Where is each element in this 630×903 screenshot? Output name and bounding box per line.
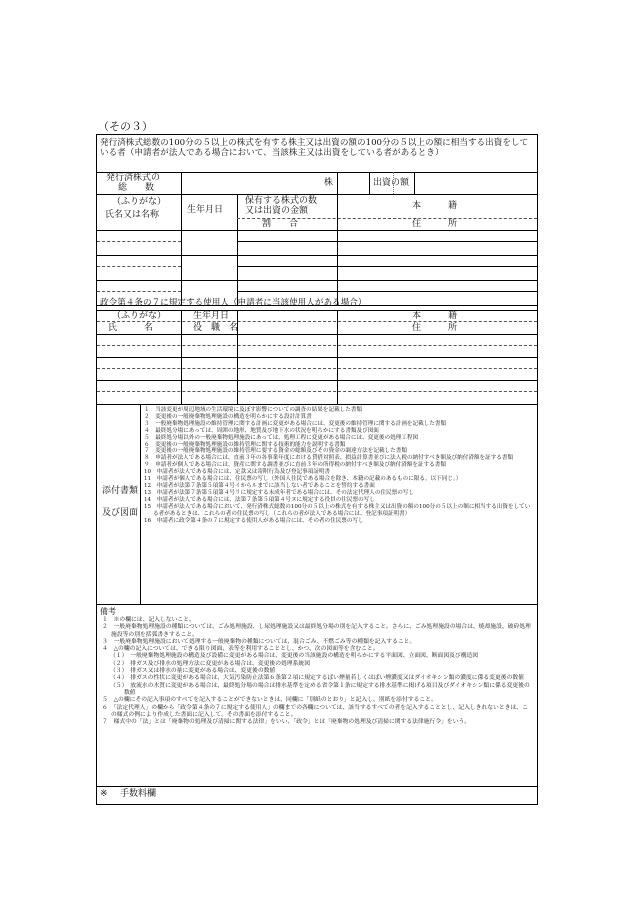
attachment-item: ４ 最終処分場にあっては、周囲の地形、地質及び地下水の状況を明らかにする書類及び図面	[144, 427, 379, 434]
ratio-label: 割 合	[262, 219, 299, 229]
employee-position-label: 役 職 名	[193, 323, 239, 333]
remark-item: ４ △の欄の記入については、できる限り図面、表等を利用することとし、かつ、次の図面等を含むこと。	[102, 646, 379, 653]
attachment-item: ７ 変更後の一般廃棄物処理施設の維持管理に要する資金の総額及びその資金の調達方法を記載した書類	[144, 448, 407, 455]
address-label: 住 所	[412, 219, 458, 229]
remark-item: ７ 様式中の「法」とは「廃棄物の処理及び清掃に関する法律」をいい、「政令」とは「廃棄物の処理及び清掃に関する法律施行令」をいう。	[102, 719, 471, 726]
attachment-item: ６ 変更後の一般廃棄物処理施設の維持管理に関する技術的能力を説明する書類	[144, 441, 346, 448]
capital-label: 出資の額	[373, 178, 410, 188]
attachment-item: ９ 申請者が個人である場合には、資産に関する調書並びに直前３年の所得税の納付すべき額及び納付済額を証する書類	[144, 462, 446, 469]
attachments-label-2: 及び図面	[102, 508, 139, 518]
attachment-item: ５ 最終処分場以外の一般廃棄物処理施設にあっては、処理工程に変更がある場合には、変更後の処理工程図	[144, 434, 419, 441]
holding-label-2: 又は出資の金額	[245, 206, 309, 216]
fee-mark: ※	[100, 789, 108, 799]
employee-address-label: 住 所	[412, 323, 458, 333]
employee-domicile-label: 本 籍	[412, 311, 458, 321]
attachment-item: 12 申請者が法第７条第５項第４号イからルまでに該当しない者であることを誓約する書面	[144, 482, 375, 489]
attachments-label: 添付書類	[102, 486, 139, 496]
attachment-item: 14 申請者が法人である場合には、法第７条第５項第４号ヌに規定する役員の住民票の写し	[144, 496, 375, 503]
attachment-item: 15 申請者が法人である場合において、発行済株式総数の100分の５以上の株式を有する株主又は出資の額の100分の５以上の額に相当する出資をしている者があるときは、これらの者の住民票の写し（これらの者が法人である場合には、登記事項証明書）	[144, 503, 531, 517]
furigana-label: （ふりがな）	[112, 197, 167, 207]
name-label: 氏名又は名称	[105, 210, 160, 220]
remark-item: ５ △の欄にその記入事項のすべてを記入することができないときは、同欄に「別紙のとおり」と記入し、別紙を添付すること。	[102, 697, 437, 704]
attachment-item: ３ 一般廃棄物処理施設の維持管理に関する計画に変更がある場合には、変更後の維持管理に関する計画を記載した書類	[144, 420, 447, 427]
remark-item: （４） 排ガスの性状に変更がある場合は、大気汚染防止法第６条第２項に規定するばい煙量若しくはばい煙濃度又はダイオキシン類の濃度に係る変更後の数値	[110, 675, 524, 682]
attachments-list	[144, 407, 533, 524]
remark-item: ２ 一般廃棄物処理施設の種類については、ごみ処理施設、し尿処理施設又は最終処分場の別を記入すること。さらに、ごみ処理施設の場合は、焼却施設、破砕処理施設等の別を括弧書きすること。	[102, 624, 531, 638]
remarks-title: 備考	[100, 607, 116, 616]
remark-item: ６ 「法定代理人」の欄から「政令第４条の７に規定する使用人」の欄までの各欄については、該当するすべての者を記入することとし、記入しきれないときは、この様式の例により作成した書面に記入して、その書面を添付すること。	[102, 704, 528, 718]
page-label: （その３）	[98, 120, 153, 133]
attachment-item: １ 当該変更が周辺地域の生活環境に及ぼす影響についての調査の結果を記載した書類	[144, 407, 363, 413]
employee-section-heading: 政令第４条の７に規定する使用人（申請者に当該使用人がある場合）	[100, 298, 367, 308]
remark-item: （２） 排ガス及び排水の処理方法に変更がある場合は、変更後の処理系統図	[110, 660, 310, 667]
holding-label: 保有する株式の数	[245, 196, 318, 206]
employee-birthdate-label: 生年月日	[193, 311, 230, 321]
attachment-item: ２ 変更後の一般廃棄物処理施設の構造を明らかにする設計計算書	[144, 413, 312, 420]
birthdate-label: 生年月日	[187, 205, 224, 215]
attachment-item: 13 申請者が法第７条第５項第４号リに規定する未成年者である場合には、その法定代理人の住民票の写し	[144, 489, 415, 496]
remark-item: ３ 一般廃棄物処理施設において処理する一般廃棄物の種類については、混合ごみ、不燃ごみ等の種類を記入すること。	[102, 638, 416, 645]
remark-item: １ ※の欄には、記入しないこと。	[102, 617, 195, 623]
employee-furigana-label: （ふりがな）	[112, 311, 167, 321]
attachment-item: 10 申請者が法人である場合には、定款又は寄附行為及び登記事項証明書	[144, 469, 331, 476]
attachment-item: ８ 申請者が法人である場合には、直前３年の各事業年度における貸借対照表、損益計算書並びに法人税の納付すべき額及び納付済額を証する書類	[144, 455, 514, 462]
shareholder-section-heading: 発行済株式総数の100分の５以上の株式を有する株主又は出資の額の100分の５以上の額に相当する出資をしている者（申請者が法人である場合において、当該株主又は出資をしている者があるとき）	[100, 138, 529, 158]
employee-name-label: 氏 名	[108, 323, 154, 333]
attachment-item: 16 申請者に政令第４条の７に規定する使用人がある場合には、その者の住民票の写し	[144, 517, 364, 524]
remark-item: （５） 放流水の水質に変更がある場合は、最終処分場の場合は排水基準を定める省令第１条に規定する排水基準に掲げる項目及びダイオキシン類に係る変更後の数値	[110, 682, 530, 696]
remark-item: （３） 排ガス又は排水の量に変更がある場合は、変更後の数値	[110, 668, 276, 675]
shares-unit: 株	[324, 178, 334, 188]
domicile-label: 本 籍	[412, 201, 458, 211]
total-shares-label-2: 総 数	[118, 183, 155, 193]
fee-label: 手数料欄	[120, 789, 157, 799]
remark-item: （１） 一般廃棄物処理施設の構造及び設備に変更がある場合は、変更後の当該施設の構造を明らかにする平面図、立面図、断面図及び構造図	[110, 653, 479, 660]
application-form	[96, 134, 538, 805]
attachment-item: 11 申請者が個人である場合には、住民票の写し（外国人住民である場合を除き、本籍の記載のあるものに限る。以下同じ。）	[144, 476, 462, 483]
total-shares-label: 発行済株式の	[106, 173, 161, 183]
remarks-list	[102, 617, 532, 726]
